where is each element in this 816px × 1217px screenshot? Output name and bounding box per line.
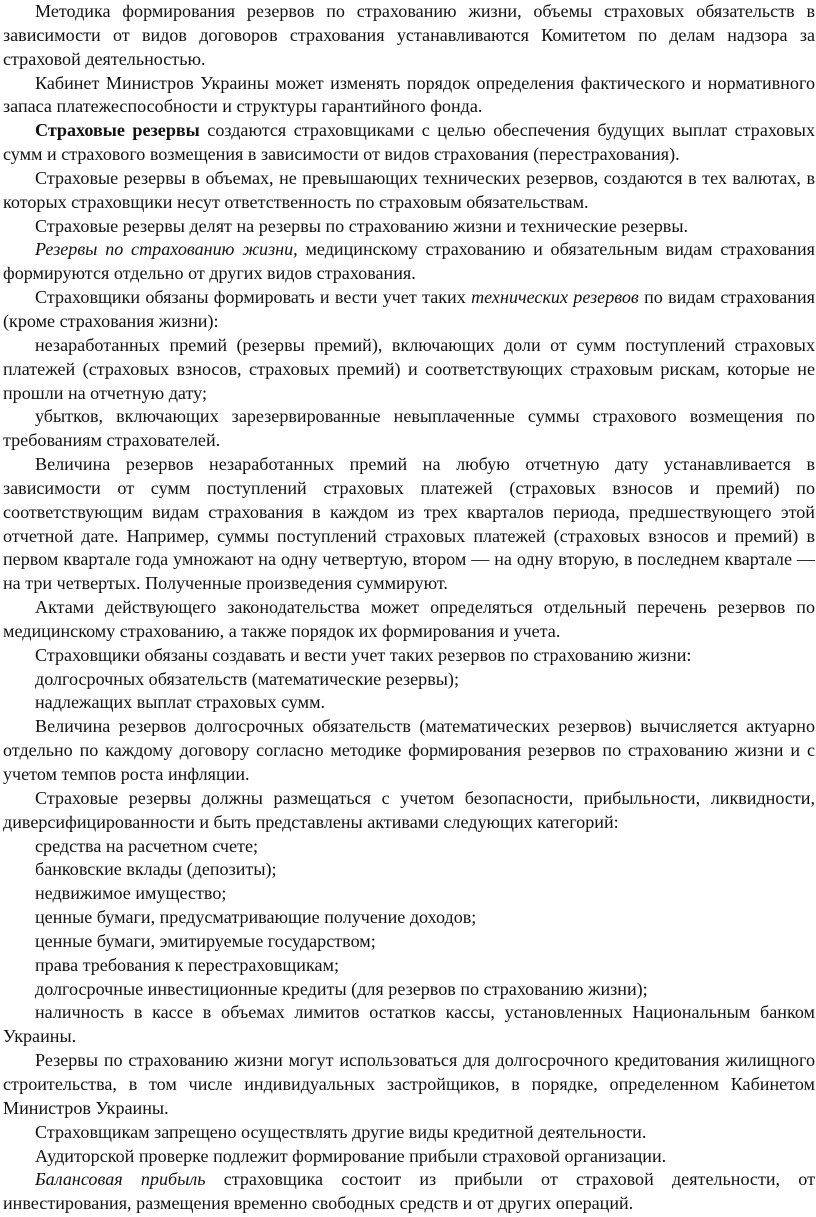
paragraph-text: ценные бумаги, эмитируемые государством; <box>35 930 376 951</box>
list-paragraph <box>3 1001 815 1049</box>
italic-term: Резервы по страхованию жизни, <box>35 239 298 260</box>
paragraph-text: Резервы по страхованию жизни могут использоваться для долгосрочного кредитования жилищного строительства, в том числе индивидуальных застройщиков, в порядке, определенном Кабинетом Министров Украины. <box>3 1050 815 1118</box>
list-paragraph <box>3 334 815 406</box>
paragraph-text: Кабинет Министров Украины может изменять порядок определения фактического и нормативного запаса платежеспособности и структуры гарантийного фонда. <box>3 72 815 117</box>
paragraph-text: долгосрочных обязательств (математические резервы); <box>35 668 459 689</box>
italic-term: технических резервов <box>471 287 639 308</box>
list-paragraph <box>3 668 815 692</box>
paragraph <box>3 1145 815 1169</box>
paragraph-text: Величина резервов незаработанных премий на любую отчетную дату устанавливается в зависимости от сумм поступлений страховых платежей (страховых взносов и премий) по соответствующим видам страхования в каждом из трех кварталов периода, предшествующего этой отчетной дате. Например, суммы поступлений страховых платежей (страховых взносов и премий) в первом квартале года умножают на одну четвертую, втором — на одну вторую, в последнем квартале — на три четвертых. Полученные произведения суммируют. <box>3 454 815 594</box>
paragraph-text: Страховщикам запрещено осуществлять другие виды кредитной деятельности. <box>35 1121 647 1142</box>
paragraph-text: надлежащих выплат страховых сумм. <box>35 692 326 713</box>
paragraph <box>3 215 815 239</box>
paragraph-text: Страховые резервы делят на резервы по страхованию жизни и технические резервы. <box>35 215 689 236</box>
paragraph-text: Страховщики обязаны создавать и вести учет таких резервов по страхованию жизни: <box>35 644 692 665</box>
paragraph-text: недвижимое имущество; <box>35 883 227 904</box>
paragraph-text: Страховщики обязаны формировать и вести учет таких <box>35 287 472 308</box>
paragraph-text: средства на расчетном счете; <box>35 835 259 856</box>
paragraph-text: незаработанных премий (резервы премий), включающих доли от сумм поступлений страховых платежей (страховых взносов, страховых премий) и соответствующих страховым рискам, которые не прошли на отчетную дату; <box>3 334 815 403</box>
list-paragraph <box>3 906 815 930</box>
paragraph-text: Страховые резервы в объемах, не превышающих технических резервов, создаются в тех валютах, в которых страховщики несут ответственность по страховым обязательствам. <box>3 167 815 212</box>
list-paragraph <box>3 954 815 978</box>
paragraph-text: Актами действующего законодательства может определяться отдельный перечень резервов по медицинскому страхованию, а также порядок их формирования и учета. <box>3 597 815 641</box>
list-paragraph <box>3 882 815 906</box>
list-paragraph <box>3 835 815 859</box>
paragraph <box>3 119 815 167</box>
list-paragraph <box>3 691 815 715</box>
paragraph <box>3 715 815 787</box>
paragraph-text: права требования к перестраховщикам; <box>35 954 340 975</box>
paragraph-text: по видам страхования (кроме страхования жизни): <box>3 287 815 331</box>
paragraph <box>3 453 815 596</box>
paragraph <box>3 72 815 120</box>
paragraph <box>3 167 815 215</box>
bold-term: Страховые резервы <box>35 120 200 141</box>
paragraph <box>3 286 815 334</box>
paragraph <box>3 1168 815 1216</box>
paragraph <box>3 596 815 644</box>
paragraph-text: долгосрочные инвестиционные кредиты (для резервов по страхованию жизни); <box>35 978 648 999</box>
paragraph-text: наличность в кассе в объемах лимитов остатков кассы, установленных Национальным банком Украины. <box>3 1002 815 1047</box>
paragraph-text: Аудиторской проверке подлежит формирование прибыли страховой организации. <box>35 1145 667 1166</box>
paragraph-text: Страховые резервы должны размещаться с учетом безопасности, прибыльности, ликвидности, диверсифицированности и быть представлены активами следующих категорий: <box>3 787 815 832</box>
list-paragraph <box>3 978 815 1002</box>
paragraph <box>3 238 815 286</box>
paragraph-text: создаются страховщиками с целью обеспечения будущих выплат страховых сумм и страхового возмещения в зависимости от видов страхования (перестрахования). <box>3 120 815 165</box>
list-paragraph <box>3 405 815 453</box>
paragraph <box>3 1049 815 1121</box>
italic-term: Балансовая прибыль <box>35 1169 206 1190</box>
paragraph-text: медицинскому страхованию и обязательным видам страхования формируются отдельно от других видов страхования. <box>3 239 816 284</box>
paragraph-text: страховщика состоит из прибыли от страховой деятельности, от инвестирования, размещения временно свободных средств и от других операций. <box>3 1169 816 1214</box>
list-paragraph <box>3 858 815 882</box>
list-paragraph <box>3 930 815 954</box>
paragraph-text: банковские вклады (депозиты); <box>35 859 277 880</box>
paragraph <box>3 1121 815 1145</box>
paragraph-text: убытков, включающих зарезервированные невыплаченные суммы страхового возмещения по требованиям страхователей. <box>3 406 815 451</box>
paragraph-text: Методика формирования резервов по страхованию жизни, объемы страховых обязательств в зависимости от видов договоров страхования устанавливаются Комитетом по делам надзора за страховой деятельностью. <box>3 1 815 69</box>
paragraph-text: Величина резервов долгосрочных обязательств (математических резервов) вычисляется актуарно отдельно по каждому договору согласно методике формирования резервов по страхованию жизни и с учетом темпов роста инфляции. <box>3 716 815 784</box>
paragraph-text: ценные бумаги, предусматривающие получение доходов; <box>35 907 477 928</box>
paragraph <box>3 644 815 668</box>
paragraph <box>3 787 815 835</box>
paragraph <box>3 0 815 72</box>
